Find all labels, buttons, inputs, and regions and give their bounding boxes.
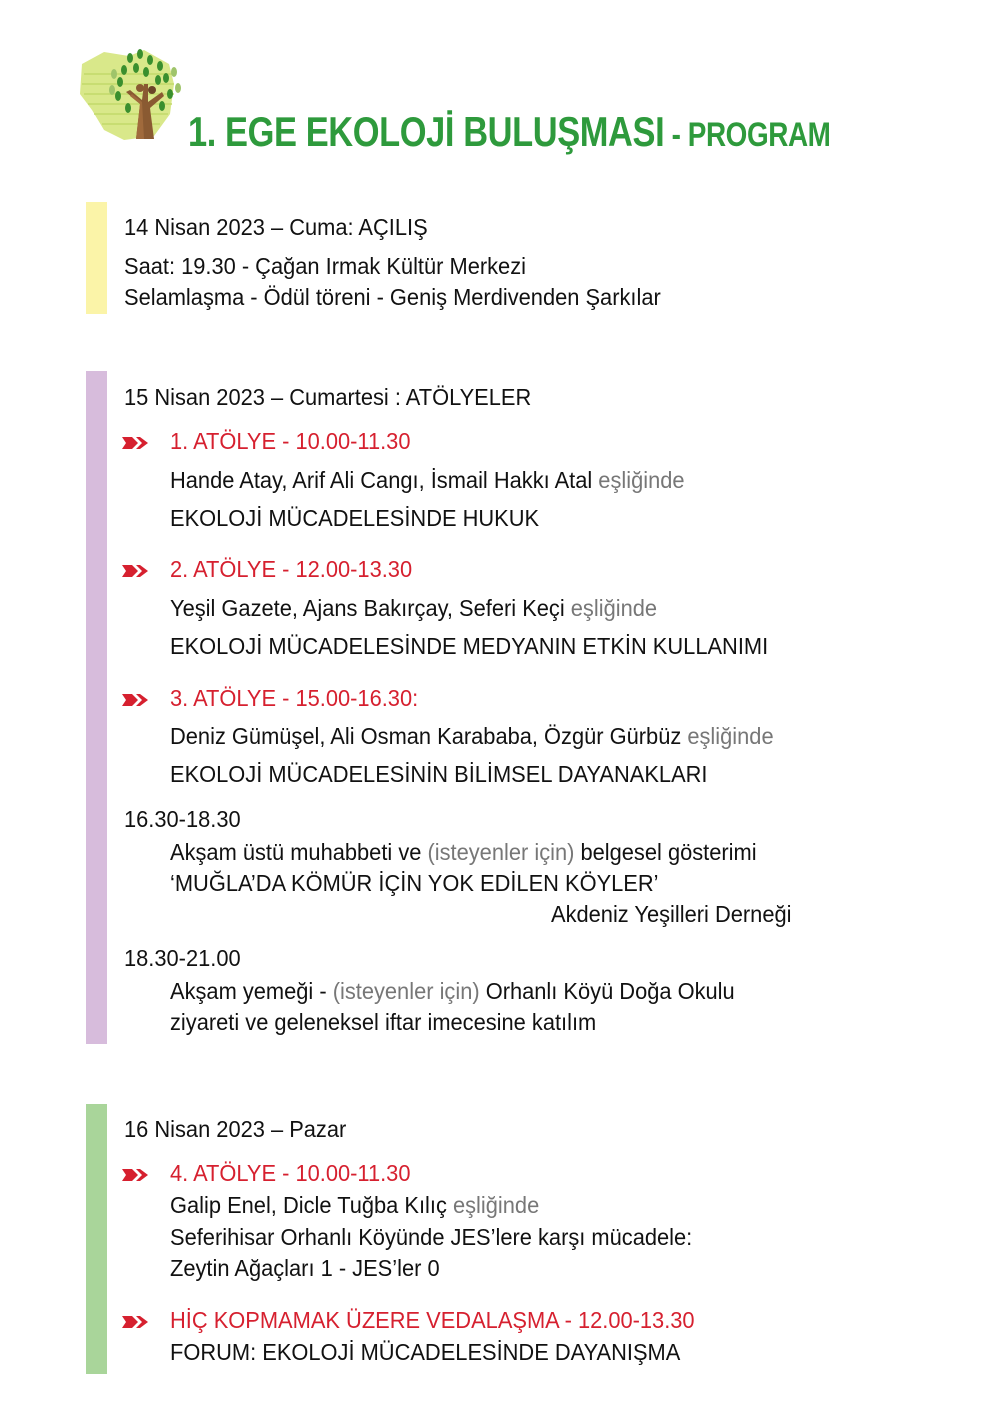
evening1-film-title: ‘MUĞLA’DA KÖMÜR İÇİN YOK EDİLEN KÖYLER’ bbox=[170, 870, 659, 896]
evening2-time: 18.30-21.00 bbox=[124, 945, 241, 971]
day3-bar bbox=[86, 1104, 107, 1374]
workshop-3-names: Deniz Gümüşel, Ali Osman Karababa, Özgür Gürbüz bbox=[170, 723, 682, 749]
day2-bar bbox=[86, 371, 107, 1044]
title-sub: - PROGRAM bbox=[664, 116, 831, 154]
evening2-line2: ziyareti ve geleneksel iftar imecesine katılım bbox=[170, 1009, 597, 1035]
workshop-4-people bbox=[170, 1191, 539, 1219]
day1-bar bbox=[86, 202, 107, 314]
double-arrow-icon bbox=[122, 563, 150, 579]
workshop-4-line3: Zeytin Ağaçları 1 - JES’ler 0 bbox=[170, 1255, 440, 1281]
workshop-3-title: 3. ATÖLYE - 15.00-16.30: bbox=[170, 685, 419, 711]
double-arrow-icon bbox=[122, 692, 150, 708]
workshop-4-names: Galip Enel, Dicle Tuğba Kılıç bbox=[170, 1192, 447, 1218]
evening2-text-a: Akşam yemeği - bbox=[170, 978, 333, 1004]
workshop-3-topic: EKOLOJİ MÜCADELESİNİN BİLİMSEL DAYANAKLARI bbox=[170, 761, 708, 787]
day1-line2: Selamlaşma - Ödül töreni - Geniş Merdivenden Şarkılar bbox=[124, 284, 661, 310]
workshop-2-people bbox=[170, 594, 657, 622]
double-arrow-icon bbox=[122, 1167, 150, 1183]
evening1-time: 16.30-18.30 bbox=[124, 806, 241, 832]
evening2-text-c: Orhanlı Köyü Doğa Okulu bbox=[479, 978, 735, 1004]
evening1-optional: (isteyenler için) bbox=[427, 839, 575, 865]
tree-logo-icon bbox=[74, 44, 194, 144]
evening2-optional: (isteyenler için) bbox=[332, 978, 480, 1004]
day1-heading: 14 Nisan 2023 – Cuma: AÇILIŞ bbox=[124, 214, 428, 240]
farewell-forum: FORUM: EKOLOJİ MÜCADELESİNDE DAYANIŞMA bbox=[170, 1339, 681, 1365]
day3-heading: 16 Nisan 2023 – Pazar bbox=[124, 1116, 347, 1142]
workshop-4-title: 4. ATÖLYE - 10.00-11.30 bbox=[170, 1160, 411, 1186]
workshop-1-title: 1. ATÖLYE - 10.00-11.30 bbox=[170, 428, 411, 454]
title-main: 1. EGE EKOLOJİ BULUŞMASI bbox=[188, 108, 665, 155]
evening1-text-a: Akşam üstü muhabbeti ve bbox=[170, 839, 428, 865]
workshop-1-people bbox=[170, 466, 685, 494]
workshop-2-with: eşliğinde bbox=[564, 595, 658, 621]
evening1-line1 bbox=[170, 838, 757, 866]
day2-heading: 15 Nisan 2023 – Cumartesi : ATÖLYELER bbox=[124, 384, 532, 410]
workshop-2-title: 2. ATÖLYE - 12.00-13.30 bbox=[170, 556, 413, 582]
double-arrow-icon bbox=[122, 1314, 150, 1330]
workshop-4-line2: Seferihisar Orhanlı Köyünde JES’lere karşı mücadele: bbox=[170, 1224, 693, 1250]
workshop-2-names: Yeşil Gazete, Ajans Bakırçay, Seferi Keçi bbox=[170, 595, 565, 621]
day1-line1: Saat: 19.30 - Çağan Irmak Kültür Merkezi bbox=[124, 253, 526, 279]
workshop-1-topic: EKOLOJİ MÜCADELESİNDE HUKUK bbox=[170, 505, 540, 531]
workshop-4-with: eşliğinde bbox=[446, 1192, 540, 1218]
workshop-3-people bbox=[170, 722, 774, 750]
evening1-organizer: Akdeniz Yeşilleri Derneği bbox=[551, 901, 792, 927]
workshop-3-with: eşliğinde bbox=[681, 723, 774, 749]
double-arrow-icon bbox=[122, 435, 150, 451]
workshop-1-with: eşliğinde bbox=[592, 467, 685, 493]
workshop-1-names: Hande Atay, Arif Ali Cangı, İsmail Hakkı Atal bbox=[170, 467, 593, 493]
workshop-2-topic: EKOLOJİ MÜCADELESİNDE MEDYANIN ETKİN KULLANIMI bbox=[170, 633, 769, 659]
evening1-text-c: belgesel gösterimi bbox=[574, 839, 757, 865]
farewell-title: HİÇ KOPMAMAK ÜZERE VEDALAŞMA - 12.00-13.30 bbox=[170, 1307, 695, 1333]
evening2-line1 bbox=[170, 977, 735, 1005]
page-title bbox=[188, 108, 831, 156]
